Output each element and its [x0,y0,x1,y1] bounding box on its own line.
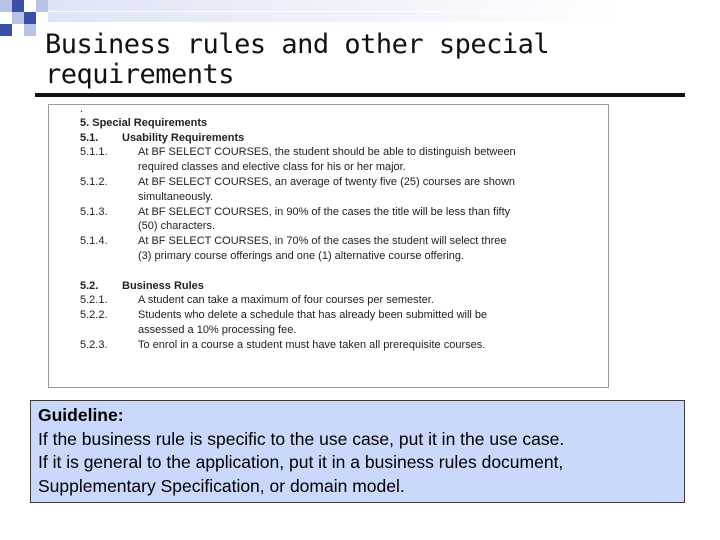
section-heading: 5. Special Requirements [80,117,208,129]
item-number: 5.1.2. [80,176,108,188]
item-text: Students who delete a schedule that has already been submitted will be [138,309,488,321]
item-text: simultaneously. [138,191,213,203]
business-rules-heading: Business Rules [122,280,204,292]
slide-title-line-1: Business rules and other special [45,29,550,60]
item-number: 5.2.2. [80,309,108,321]
guideline-line-3: Supplementary Specification, or domain model. [38,475,405,496]
guideline-box [30,400,685,503]
item-text: required classes and elective class for his or her major. [138,161,406,173]
item-text: To enrol in a course a student must have taken all prerequisite courses. [138,339,486,351]
item-text: A student can take a maximum of four courses per semester. [138,294,434,306]
item-text: At BF SELECT COURSES, the student should be able to distinguish between [138,146,516,158]
item-number: 5.1.4. [80,235,108,247]
slide-title [45,30,685,90]
item-text: At BF SELECT COURSES, an average of twenty five (25) courses are shown [138,176,516,188]
item-number: 5.1.3. [80,206,108,218]
item-number: 5.1.1. [80,146,108,158]
doc-dot: . [80,103,84,115]
item-text: (3) primary course offerings and one (1) alternative course offering. [138,250,465,262]
guideline-line-2: If it is general to the application, put it in a business rules document, [38,452,564,472]
guideline-line-1: If the business rule is specific to the use case, put it in the use case. [38,428,565,449]
title-underline [35,93,685,97]
guideline-title: Guideline: [38,405,124,425]
item-number: 5.2.3. [80,339,108,351]
item-text: (50) characters. [138,220,216,232]
item-text: At BF SELECT COURSES, in 90% of the cases the title will be less than fifty [138,206,511,218]
business-rules-number: 5.2. [80,280,99,292]
document-excerpt [48,104,609,388]
slide-title-line-2: requirements [45,59,235,90]
item-text: assessed a 10% processing fee. [138,324,297,336]
item-text: At BF SELECT COURSES, in 70% of the cases the student will select three [138,235,507,247]
item-number: 5.2.1. [80,294,108,306]
usability-heading: Usability Requirements [122,132,245,144]
usability-number: 5.1. [80,132,99,144]
